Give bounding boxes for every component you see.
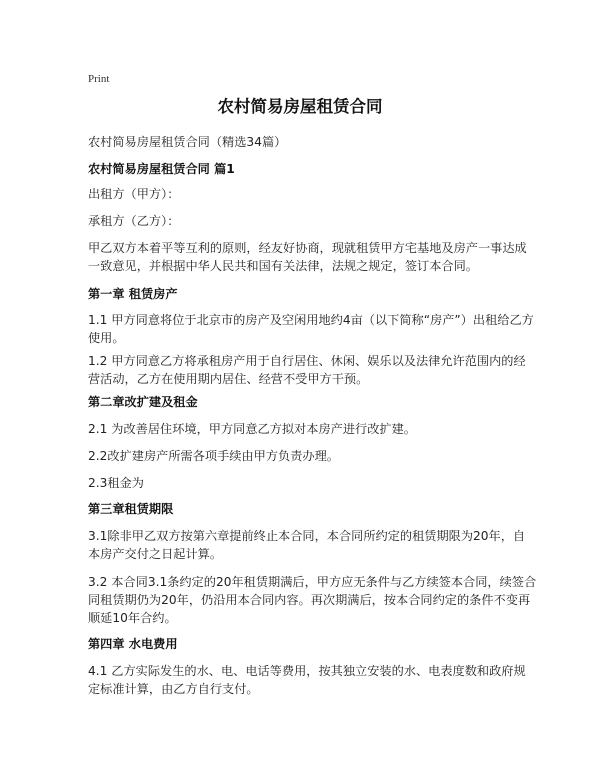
line: 1.2 甲方同意乙方将承租房产用于自行居住、休闲、娱乐以及法律允许范围内的经: [88, 354, 526, 368]
chapter-1-heading: 第一章 租赁房产: [88, 287, 178, 301]
line: 顺延10年合约。: [88, 611, 177, 625]
clause-2-2: 2.2改扩建房产所需各项手续由甲方负责办理。: [88, 449, 339, 463]
clause-2-3: 2.3租金为: [88, 476, 144, 490]
line: 定标准计算，由乙方自行支付。: [88, 682, 259, 696]
line: 4.1 乙方实际发生的水、电、电话等费用，按其独立安装的水、电表度数和政府规: [88, 664, 526, 678]
intro-paragraph: [88, 239, 528, 275]
print-link[interactable]: Print: [88, 73, 110, 85]
lessee-line: 承租方（乙方）：: [88, 214, 180, 228]
line: 本房产交付之日起计算。: [88, 547, 223, 561]
line: 一致意见，并根据中华人民共和国有关法律，法规之规定，签订本合同。: [88, 259, 478, 273]
line: 1.1 甲方同意将位于北京市的房产及空闲用地约4亩（以下简称“房产”）出租给乙方: [88, 313, 534, 327]
line: 3.2 本合同3.1条约定的20年租赁期满后，甲方应无条件与乙方续签本合同，续签合: [88, 575, 537, 589]
chapter-4-heading: 第四章 水电费用: [88, 637, 178, 651]
chapter-3-heading: 第三章租赁期限: [88, 502, 174, 516]
section-title: 农村简易房屋租赁合同 篇1: [88, 162, 235, 176]
clause-1-1: [88, 311, 534, 347]
line: 营活动，乙方在使用期内居住、经营不受甲方干预。: [88, 372, 369, 386]
lessor-line: 出租方（甲方）：: [88, 187, 180, 201]
clause-3-2: [88, 573, 537, 627]
subtitle: 农村简易房屋租赁合同（精选34篇）: [88, 135, 287, 149]
clause-4-1: [88, 662, 528, 698]
clause-3-1: [88, 527, 528, 563]
chapter-2-heading: 第二章改扩建及租金: [88, 395, 198, 409]
line: 使用。: [88, 331, 125, 345]
line: 同租赁期仍为20年，仍沿用本合同内容。再次期满后，按本合同约定的条件不变再: [88, 593, 531, 607]
line: 3.1除非甲乙双方按第六章提前终止本合同，本合同所约定的租赁期限为20年，自: [88, 529, 526, 543]
clause-2-1: 2.1 为改善居住环境，甲方同意乙方拟对本房产进行改扩建。: [88, 422, 416, 436]
clause-1-2: [88, 352, 528, 388]
document-title: 农村简易房屋租赁合同: [217, 97, 383, 116]
line: 甲乙双方本着平等互利的原则，经友好协商，现就租赁甲方宅基地及房产一事达成: [88, 241, 527, 255]
